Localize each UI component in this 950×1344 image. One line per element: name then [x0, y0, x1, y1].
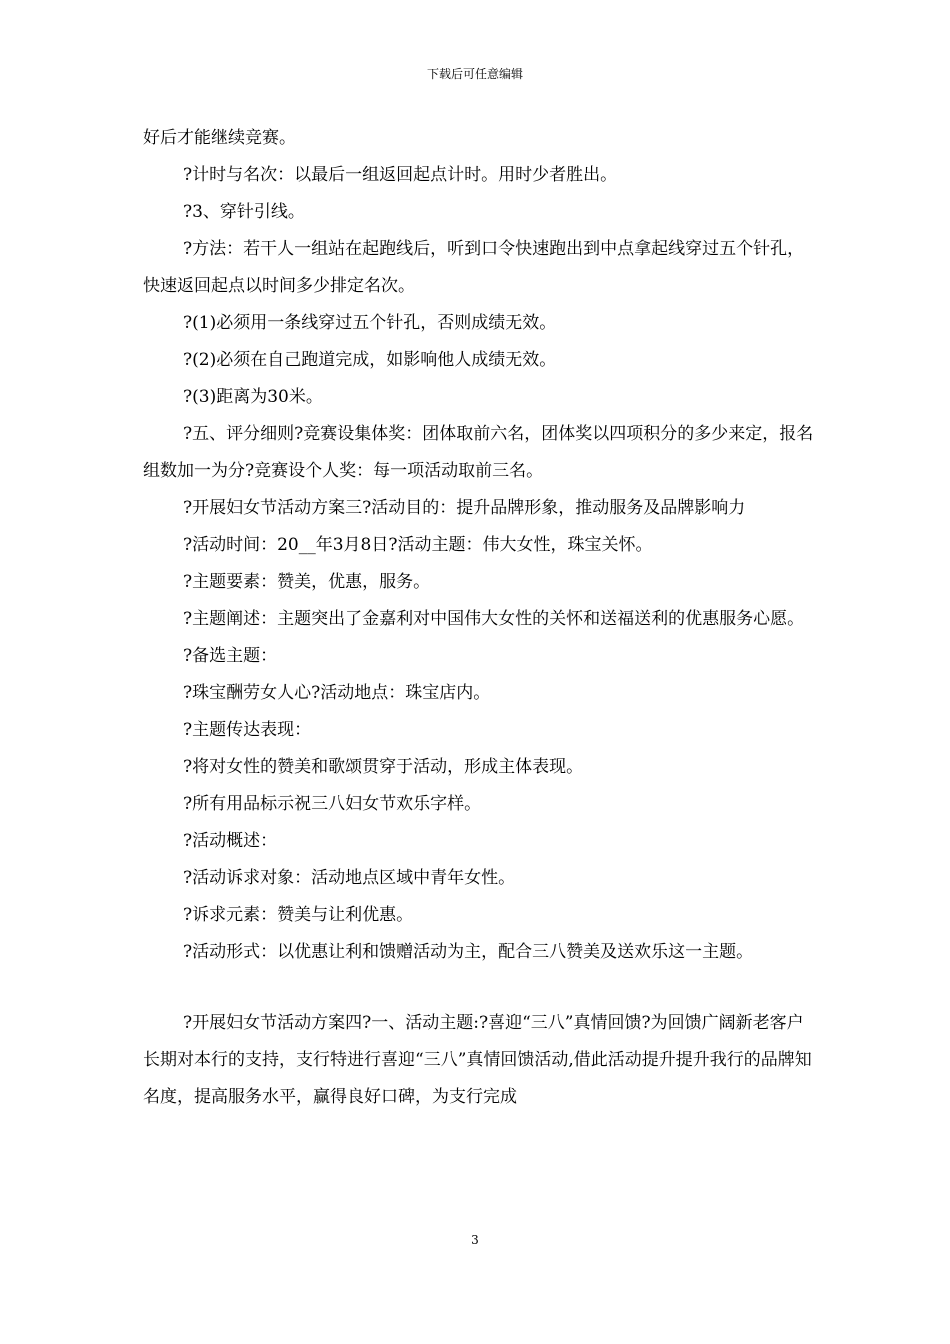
paragraph: ?诉求元素：赞美与让利优惠。: [183, 905, 414, 925]
paragraph: ?(2)必须在自己跑道完成，如影响他人成绩无效。: [183, 350, 557, 370]
page-header: 下载后可任意编辑: [426, 67, 523, 81]
page-number: 3: [471, 1233, 479, 1247]
paragraph: ?主题传达表现：: [183, 720, 312, 740]
paragraph: ?所有用品标示祝三八妇女节欢乐字样。: [183, 794, 482, 814]
paragraph: ?(3)距离为30米。: [183, 387, 323, 407]
paragraph: ?五、评分细则?竞赛设集体奖：团体取前六名，团体奖以四项积分的多少来定，报名组数加一为分?竞赛设个人奖：每一项活动取前三名。: [143, 424, 814, 481]
paragraph: ?将对女性的赞美和歌颂贯穿于活动，形成主体表现。: [183, 757, 584, 777]
paragraph: ?活动诉求对象：活动地点区域中青年女性。: [183, 868, 516, 888]
paragraph: ?主题阐述：主题突出了金嘉利对中国伟大女性的关怀和送福送利的优惠服务心愿。: [183, 609, 805, 629]
paragraph: ?备选主题：: [183, 646, 278, 666]
paragraph: ?活动概述：: [183, 831, 278, 851]
paragraph: ?方法：若干人一组站在起跑线后，听到口令快速跑出到中点拿起线穿过五个针孔，快速返回起点以时间多少排定名次。: [143, 239, 805, 296]
paragraph: ?活动形式：以优惠让利和馈赠活动为主，配合三八赞美及送欢乐这一主题。: [183, 942, 754, 962]
paragraph: ?活动时间：20__年3月8日?活动主题：伟大女性，珠宝关怀。: [183, 535, 653, 555]
paragraph: ?主题要素：赞美，优惠，服务。: [183, 572, 431, 592]
document-body: [143, 120, 818, 1116]
paragraph: ?珠宝酬劳女人心?活动地点：珠宝店内。: [183, 683, 491, 703]
paragraph: ?3、穿针引线。: [183, 202, 305, 222]
paragraph: ?开展妇女节活动方案四?一、活动主题:?喜迎“三八”真情回馈?为回馈广阔新老客户长期对本行的支持，支行特进行喜迎“三八”真情回馈活动,借此活动提升提升我行的品牌知名度，提高服务水平，赢得良好口碑，为支行完成: [143, 1013, 812, 1107]
paragraph: ?开展妇女节活动方案三?活动目的：提升品牌形象，推动服务及品牌影响力: [183, 498, 746, 518]
paragraph: ?计时与名次：以最后一组返回起点计时。用时少者胜出。: [183, 165, 618, 185]
paragraph: ?(1)必须用一条线穿过五个针孔，否则成绩无效。: [183, 313, 557, 333]
paragraph: 好后才能继续竞赛。: [143, 128, 296, 148]
